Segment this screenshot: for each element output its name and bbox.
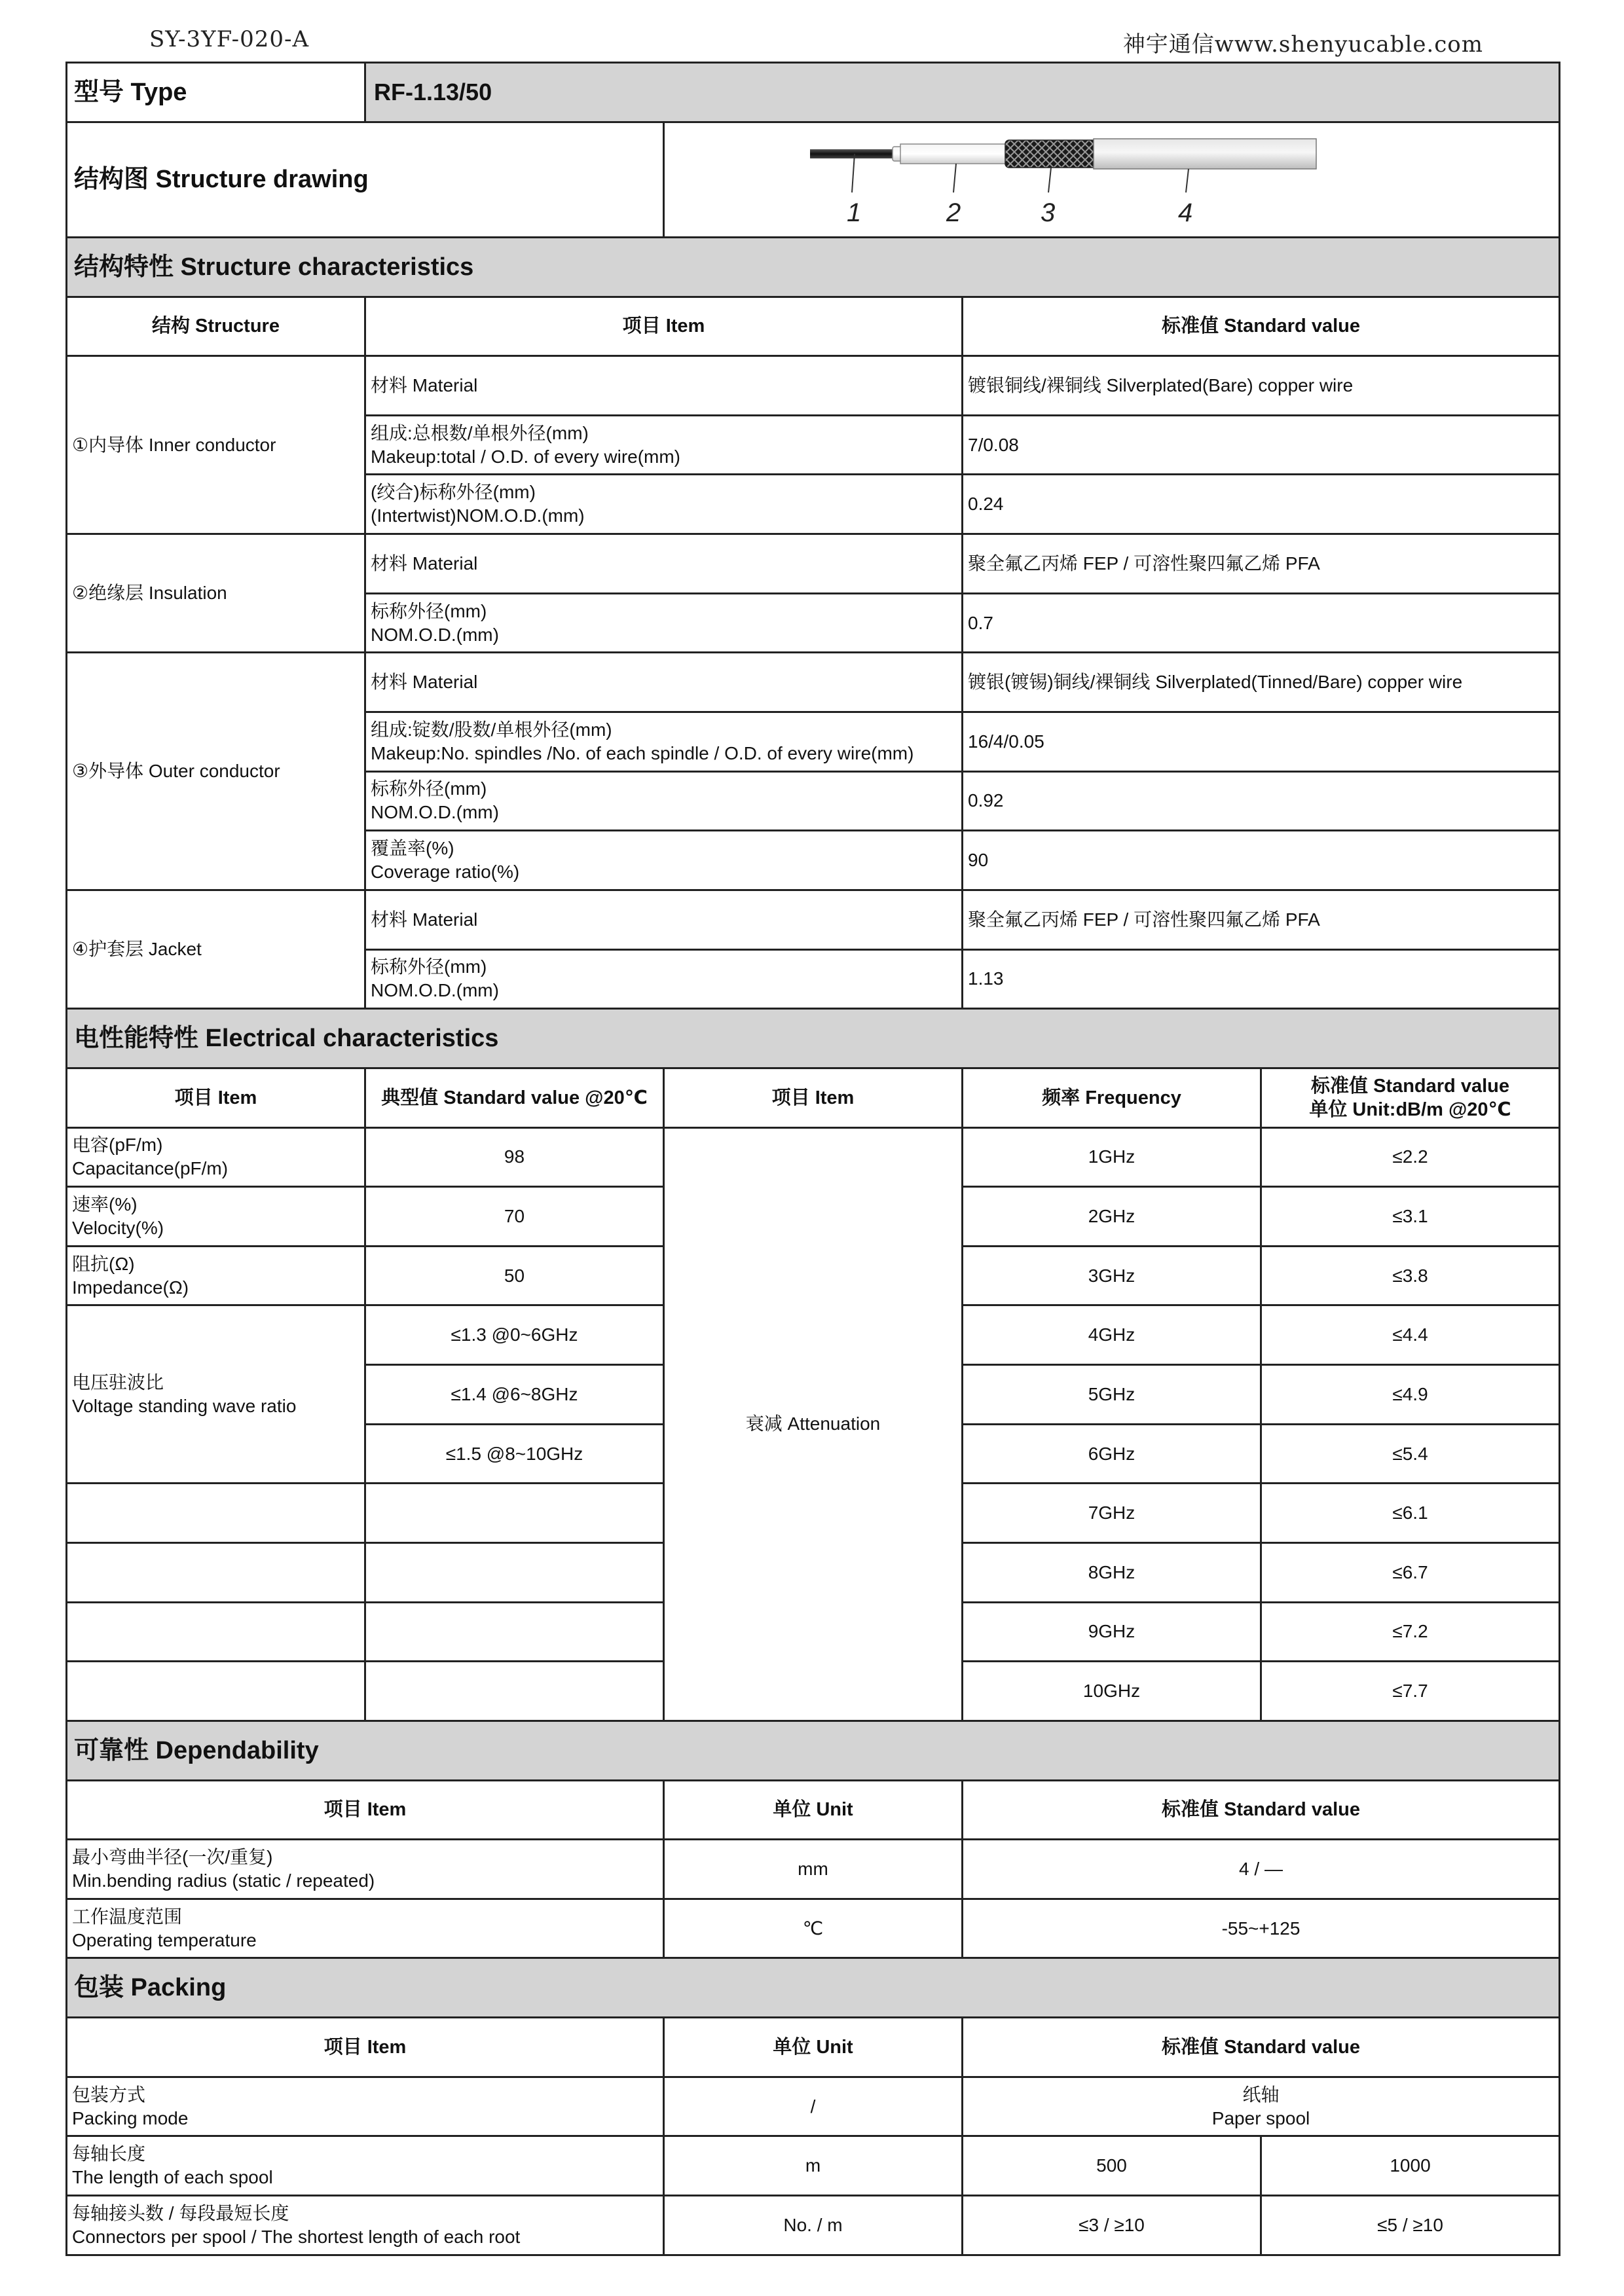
empty-cell — [67, 1542, 365, 1602]
dependability-header-row — [67, 1780, 1560, 1840]
col-item: 项目 Item — [365, 297, 963, 356]
attenuation-value: ≤5.4 — [1261, 1424, 1560, 1484]
item-en: (Intertwist)NOM.O.D.(mm) — [371, 505, 585, 526]
frequency-cell: 1GHz — [963, 1127, 1261, 1187]
document-code: SY-3YF-020-A — [149, 26, 310, 52]
item-en: Connectors per spool / The shortest length of each root — [72, 2227, 521, 2248]
vswr-value: ≤1.4 @6~8GHz — [365, 1365, 664, 1425]
col-unit: 单位 Unit — [664, 1780, 963, 1840]
velocity-value: 70 — [365, 1187, 664, 1247]
value-cell: ≤3 / ≥10 — [963, 2196, 1261, 2255]
value-cell: ≤5 / ≥10 — [1261, 2196, 1560, 2255]
table-row — [67, 2077, 1560, 2136]
row-value: 1.13 — [963, 949, 1560, 1009]
unit-cell: m — [664, 2136, 963, 2196]
item-cn: 每轴长度 — [72, 2143, 146, 2164]
outer-braid-shape — [1005, 140, 1097, 168]
spool-length-label — [67, 2136, 664, 2196]
leader-line-2 — [953, 164, 956, 192]
insulation-label: ②绝缘层 Insulation — [67, 534, 365, 653]
table-row — [67, 2136, 1560, 2196]
dependability-section-title: 可靠性 Dependability — [67, 1721, 1560, 1780]
item-cn: 最小弯曲半径(一次/重复) — [72, 1847, 273, 1867]
unit-cell: / — [664, 2077, 963, 2136]
row-item: 材料 Material — [365, 534, 963, 594]
item-cn: 覆盖率(%) — [371, 838, 454, 859]
item-cn: 组成:总根数/单根外径(mm) — [371, 422, 589, 443]
connectors-label — [67, 2196, 664, 2255]
row-item — [365, 593, 963, 653]
electrical-section-title: 电性能特性 Electrical characteristics — [67, 1009, 1560, 1068]
capacitance-value: 98 — [365, 1127, 664, 1187]
empty-cell — [365, 1602, 664, 1662]
frequency-cell: 9GHz — [963, 1602, 1261, 1662]
vswr-value: ≤1.3 @0~6GHz — [365, 1305, 664, 1365]
col-standard-value: 标准值 Standard value — [963, 2018, 1560, 2077]
value-cn: 纸轴 — [1242, 2084, 1280, 2105]
packing-section-title: 包装 Packing — [67, 1958, 1560, 2018]
capacitance-label — [67, 1127, 365, 1187]
frequency-cell: 2GHz — [963, 1187, 1261, 1247]
col-structure: 结构 Structure — [67, 297, 365, 356]
leader-line-3 — [1048, 168, 1051, 192]
attenuation-value: ≤2.2 — [1261, 1127, 1560, 1187]
item-en: Coverage ratio(%) — [371, 862, 520, 883]
velocity-label — [67, 1187, 365, 1247]
item-en: Min.bending radius (static / repeated) — [72, 1870, 375, 1891]
value-cell: -55~+125 — [963, 1899, 1560, 1958]
frequency-cell: 5GHz — [963, 1365, 1261, 1425]
empty-cell — [67, 1662, 365, 1721]
item-cn: 阻抗(Ω) — [72, 1253, 135, 1274]
attenuation-value: ≤7.7 — [1261, 1662, 1560, 1721]
electrical-header-row — [67, 1068, 1560, 1127]
item-en: NOM.O.D.(mm) — [371, 980, 499, 1001]
frequency-cell: 7GHz — [963, 1484, 1261, 1543]
item-en: Packing mode — [72, 2107, 189, 2128]
col-standard-value-line2: 单位 Unit:dB/m @20℃ — [1309, 1099, 1511, 1120]
table-row — [67, 890, 1560, 949]
leader-line-4 — [1186, 169, 1189, 192]
row-item: 材料 Material — [365, 356, 963, 416]
company-website: 神宇通信www.shenyucable.com — [1122, 31, 1483, 58]
drawing-row — [67, 122, 1560, 237]
attenuation-value: ≤6.7 — [1261, 1542, 1560, 1602]
spec-sheet — [65, 62, 1559, 2256]
col-item: 项目 Item — [67, 1068, 365, 1127]
drawing-label: 结构图 Structure drawing — [67, 122, 664, 237]
value-cell: 1000 — [1261, 2136, 1560, 2196]
spec-table — [65, 62, 1560, 2256]
col-item-2: 项目 Item — [664, 1068, 963, 1127]
table-row — [67, 356, 1560, 416]
row-item — [365, 712, 963, 772]
unit-cell: ℃ — [664, 1899, 963, 1958]
structure-section-title: 结构特性 Structure characteristics — [67, 237, 1560, 297]
insulation-shape — [900, 144, 1012, 164]
row-value: 16/4/0.05 — [963, 712, 1560, 772]
bending-radius-label — [67, 1840, 664, 1899]
item-cn: 每轴接头数 / 每段最短长度 — [72, 2203, 289, 2224]
part-number-3: 3 — [1041, 198, 1056, 228]
unit-cell: No. / m — [664, 2196, 963, 2255]
row-item — [365, 475, 963, 534]
empty-cell — [365, 1542, 664, 1602]
attenuation-value: ≤6.1 — [1261, 1484, 1560, 1543]
row-value: 7/0.08 — [963, 415, 1560, 475]
empty-cell — [67, 1484, 365, 1543]
attenuation-value: ≤3.1 — [1261, 1187, 1560, 1247]
type-row — [67, 63, 1560, 122]
part-number-1: 1 — [847, 198, 862, 228]
inner-conductor-shape — [810, 149, 895, 158]
table-row — [67, 653, 1560, 712]
coax-cable-drawing — [665, 124, 1555, 234]
col-item: 项目 Item — [67, 2018, 664, 2077]
empty-cell — [365, 1484, 664, 1543]
type-label: 型号 Type — [67, 63, 365, 122]
part-number-2: 2 — [946, 198, 961, 228]
row-item — [365, 831, 963, 890]
row-value: 0.7 — [963, 593, 1560, 653]
col-typical-value: 典型值 Standard value @20℃ — [365, 1068, 664, 1127]
unit-cell: mm — [664, 1840, 963, 1899]
jacket-shape — [1094, 139, 1316, 169]
col-item: 项目 Item — [67, 1780, 664, 1840]
inner-conductor-label: ①内导体 Inner conductor — [67, 356, 365, 534]
col-standard-value: 标准值 Standard value — [963, 297, 1560, 356]
item-cn: 标称外径(mm) — [371, 600, 487, 621]
value-cell: 500 — [963, 2136, 1261, 2196]
item-cn: (绞合)标称外径(mm) — [371, 482, 536, 503]
impedance-label — [67, 1246, 365, 1305]
frequency-cell: 3GHz — [963, 1246, 1261, 1305]
item-en: Impedance(Ω) — [72, 1277, 189, 1298]
packing-mode-label — [67, 2077, 664, 2136]
item-en: Velocity(%) — [72, 1217, 164, 1238]
packing-mode-value — [963, 2077, 1560, 2136]
empty-cell — [67, 1602, 365, 1662]
vswr-label — [67, 1305, 365, 1484]
table-row — [67, 2196, 1560, 2255]
frequency-cell: 6GHz — [963, 1424, 1261, 1484]
attenuation-value: ≤4.9 — [1261, 1365, 1560, 1425]
item-cn: 电容(pF/m) — [72, 1135, 163, 1156]
item-en: Makeup:total / O.D. of every wire(mm) — [371, 446, 681, 467]
col-standard-value — [1261, 1068, 1560, 1127]
row-value: 0.92 — [963, 771, 1560, 831]
value-cell: 4 / — — [963, 1840, 1560, 1899]
item-cn: 工作温度范围 — [72, 1906, 183, 1927]
table-row — [67, 1840, 1560, 1899]
row-value: 0.24 — [963, 475, 1560, 534]
row-value: 镀银(镀锡)铜线/裸铜线 Silverplated(Tinned/Bare) copper wire — [963, 653, 1560, 712]
item-cn: 电压驻波比 — [72, 1372, 164, 1393]
col-standard-value-line1: 标准值 Standard value — [1311, 1075, 1509, 1097]
vswr-value: ≤1.5 @8~10GHz — [365, 1424, 664, 1484]
item-cn: 包装方式 — [72, 2084, 146, 2105]
item-en: The length of each spool — [72, 2167, 273, 2188]
table-row — [67, 534, 1560, 594]
item-en: Makeup:No. spindles /No. of each spindle / O.D. of every wire(mm) — [371, 742, 914, 763]
item-en: NOM.O.D.(mm) — [371, 802, 499, 823]
outer-conductor-label: ③外导体 Outer conductor — [67, 653, 365, 890]
item-en: Operating temperature — [72, 1929, 257, 1950]
row-item: 材料 Material — [365, 890, 963, 949]
frequency-cell: 10GHz — [963, 1662, 1261, 1721]
col-unit: 单位 Unit — [664, 2018, 963, 2077]
item-cn: 标称外径(mm) — [371, 778, 487, 799]
item-cn: 标称外径(mm) — [371, 957, 487, 977]
attenuation-value: ≤7.2 — [1261, 1602, 1560, 1662]
temperature-label — [67, 1899, 664, 1958]
empty-cell — [365, 1662, 664, 1721]
item-en: NOM.O.D.(mm) — [371, 624, 499, 645]
row-value: 镀银铜线/裸铜线 Silverplated(Bare) copper wire — [963, 356, 1560, 416]
leader-line-1 — [852, 154, 855, 192]
row-item — [365, 949, 963, 1009]
col-frequency: 频率 Frequency — [963, 1068, 1261, 1127]
value-en: Paper spool — [1211, 2107, 1310, 2128]
row-value: 90 — [963, 831, 1560, 890]
attenuation-label: 衰减 Attenuation — [664, 1127, 963, 1721]
structure-header-row — [67, 297, 1560, 356]
item-cn: 组成:锭数/股数/单根外径(mm) — [371, 719, 612, 740]
item-en: Capacitance(pF/m) — [72, 1158, 229, 1179]
frequency-cell: 8GHz — [963, 1542, 1261, 1602]
row-value: 聚全氟乙丙烯 FEP / 可溶性聚四氟乙烯 PFA — [963, 534, 1560, 594]
row-item: 材料 Material — [365, 653, 963, 712]
row-value: 聚全氟乙丙烯 FEP / 可溶性聚四氟乙烯 PFA — [963, 890, 1560, 949]
frequency-cell: 4GHz — [963, 1305, 1261, 1365]
jacket-label: ④护套层 Jacket — [67, 890, 365, 1008]
row-item — [365, 415, 963, 475]
table-row — [67, 1127, 1560, 1187]
type-value: RF-1.13/50 — [365, 63, 1560, 122]
attenuation-value: ≤4.4 — [1261, 1305, 1560, 1365]
part-number-4: 4 — [1178, 198, 1193, 228]
item-en: Voltage standing wave ratio — [72, 1395, 297, 1416]
impedance-value: 50 — [365, 1246, 664, 1305]
attenuation-value: ≤3.8 — [1261, 1246, 1560, 1305]
item-cn: 速率(%) — [72, 1194, 138, 1214]
structure-drawing — [664, 122, 1560, 237]
col-standard-value: 标准值 Standard value — [963, 1780, 1560, 1840]
packing-header-row — [67, 2018, 1560, 2077]
row-item — [365, 771, 963, 831]
table-row — [67, 1899, 1560, 1958]
